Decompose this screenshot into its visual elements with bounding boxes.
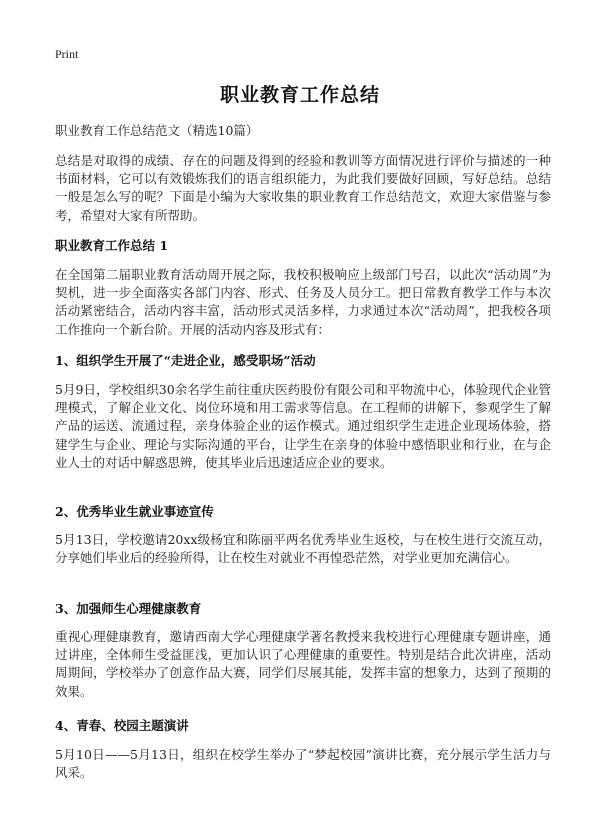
section-heading-1: 职业教育工作总结 1: [55, 238, 169, 253]
intro-paragraph: 总结是对取得的成绩、存在的问题及得到的经验和教训等方面情况进行评价与描述的一种书面材料，它可以有效锻炼我们的语言组织能力，为此我们要做好回顾，写好总结。总结一般是怎么写的呢？下面是小编为大家收集的职业教育工作总结范文，欢迎大家借鉴与参考，希望对大家有所帮助。: [55, 153, 551, 223]
item-heading-1: 1、组织学生开展了“走进企业，感受职场”活动: [55, 353, 316, 368]
print-label[interactable]: Print: [55, 47, 79, 61]
page-title: 职业教育工作总结: [219, 84, 380, 106]
item-body-4: 5月10日——5月13日，组织在校学生举办了“梦起校园”演讲比赛，充分展示学生活力与风采。: [55, 747, 551, 781]
item-heading-3: 3、加强师生心理健康教育: [55, 601, 202, 616]
item-body-1: 5月9日，学校组织30余名学生前往重庆医药股份有限公司和平物流中心，体验现代企业管理模式，了解企业文化、岗位环境和用工需求等信息。在工程师的讲解下，参观学生了解产品的运送、流通过程，亲身体验企业的运作模式。通过组织学生走进企业现场体验，搭建学生与企业、理论与实际沟通的平台，让学生在亲身的体验中感悟职业和行业，在与企业人士的对话中解惑思辨，使其毕业后迅速适应企业的要求。: [55, 382, 551, 470]
item-body-3: 重视心理健康教育，邀请西南大学心理健康学著名教授来我校进行心理健康专题讲座，通过讲座，全体师生受益匪浅，更加认识了心理健康的重要性。特别是结合此次讲座，活动周期间，学校举办了创意作品大赛，同学们尽展其能，发挥丰富的想象力，达到了预期的效果。: [55, 629, 551, 699]
document-subtitle: 职业教育工作总结范文（精选10篇）: [55, 123, 259, 138]
item-heading-4: 4、青春、校园主题演讲: [55, 718, 189, 733]
item-body-2: 5月13日，学校邀请20xx级杨宜和陈丽平两名优秀毕业生返校，与在校生进行交流互动，分享她们毕业后的经验所得，让在校生对就业不再惶恐茫然，对学业更加充满信心。: [55, 532, 551, 566]
section-1-paragraph: 在全国第二届职业教育活动周开展之际，我校积极响应上级部门号召，以此次“活动周”为契机，进一步全面落实各部门内容、形式、任务及人员分工。把日常教育教学工作与本次活动紧密结合，活动内容丰富，活动形式灵活多样，力求通过本次“活动周”，把我校各项工作推向一个新台阶。开展的活动内容及形式有：: [55, 267, 551, 337]
item-heading-2: 2、优秀毕业生就业事迹宣传: [55, 504, 214, 519]
